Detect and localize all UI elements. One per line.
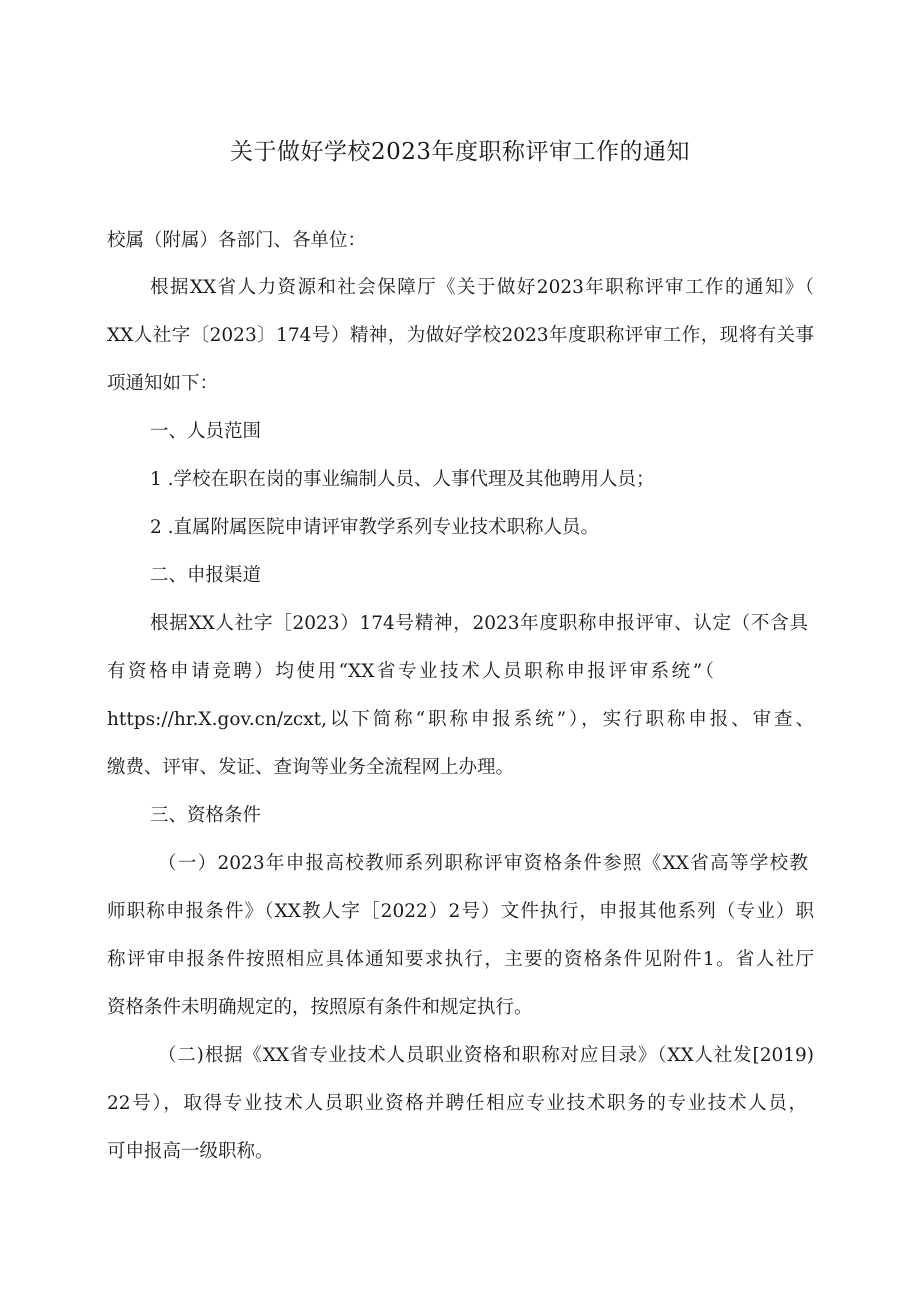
- salutation: 校属（附属）各部门、各单位：: [107, 230, 367, 251]
- intro-line: 根据XX省人力资源和社会保障厅《关于做好2023年职称评审工作的通知》（: [150, 277, 814, 298]
- section3-para2-line: 可申报高一级职称。: [107, 1141, 274, 1162]
- section2-heading: 二、申报渠道: [150, 565, 262, 586]
- section2-line: https://hr.X.gov.cn/zcxt,以下简称“职称申报系统”），实行职称申报、审查、: [107, 709, 814, 730]
- section2-line: 缴费、评审、发证、查询等业务全流程网上办理。: [107, 757, 515, 778]
- document-title: 关于做好学校2023年度职称评审工作的通知: [229, 139, 691, 165]
- intro-line: XX人社字〔2023〕174号）精神，为做好学校2023年度职称评审工作，现将有关事: [107, 325, 814, 346]
- section3-heading: 三、资格条件: [150, 805, 262, 826]
- section1-heading: 一、人员范围: [150, 421, 262, 442]
- section3-para2-line: （二)根据《XX省专业技术人员职业资格和职称对应目录》（XX人社发[2019): [158, 1045, 814, 1066]
- section1-item: 2 .直属附属医院申请评审教学系列专业技术职称人员。: [150, 517, 600, 538]
- section3-para1-line: 称评审申报条件按照相应具体通知要求执行，主要的资格条件见附件1。省人社厅: [107, 949, 814, 970]
- section3-para1-line: （一）2023年申报高校教师系列职称评审资格条件参照《XX省高等学校教: [158, 853, 808, 874]
- intro-line: 项通知如下：: [107, 373, 219, 394]
- section2-line: 有资格申请竞聘）均使用“XX省专业技术人员职称申报评审系统”（: [107, 661, 714, 682]
- section2-line: 根据XX人社字［2023）174号精神，2023年度职称申报评审、认定（不含具: [150, 613, 808, 634]
- section3-para1-line: 师职称申报条件》（XX教人字［2022）2号）文件执行，申报其他系列（专业）职: [107, 901, 814, 922]
- section3-para2-line: 22号），取得专业技术人员职业资格并聘任相应专业技术职务的专业技术人员，: [107, 1093, 807, 1114]
- section1-item: 1 .学校在职在岗的事业编制人员、人事代理及其他聘用人员；: [150, 469, 655, 490]
- section3-para1-line: 资格条件未明确规定的，按照原有条件和规定执行。: [107, 997, 533, 1018]
